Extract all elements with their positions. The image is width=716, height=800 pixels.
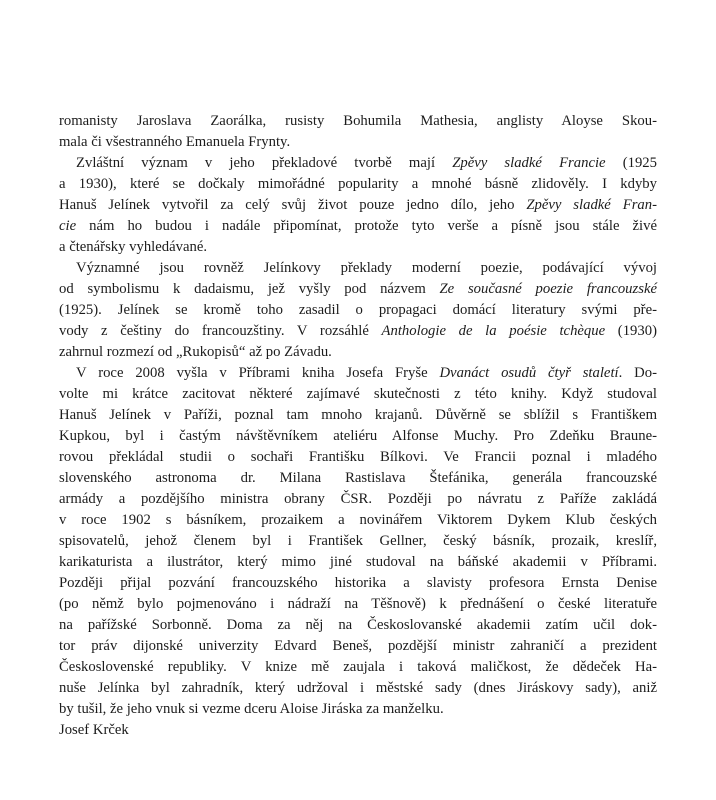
text-line	[59, 426, 657, 447]
text-run: Hanuš Jelínek vytvořil za celý svůj život pouze jedno dílo, jeho	[59, 197, 527, 213]
text-run: spisovatelů, jehož členem byl i František Gellner, český básník, prozaik, kreslíř,	[59, 533, 657, 549]
text-line	[59, 678, 657, 699]
text-line	[59, 279, 657, 300]
text-run: rovou překládal studii o sochaři Františku Bílkovi. Ve Francii poznal i mladého	[59, 449, 657, 465]
italic-text-run: Anthologie de la poésie tchèque	[381, 323, 606, 339]
italic-text-run: Ze současné poezie francouzské	[439, 281, 657, 297]
text-line	[59, 363, 657, 384]
page-text	[59, 111, 657, 741]
text-line	[59, 531, 657, 552]
text-run: vody z češtiny do francouzštiny. V rozsáhlé	[59, 323, 382, 339]
text-line	[59, 216, 657, 237]
text-line	[59, 237, 657, 258]
italic-text-run: cie	[59, 218, 77, 234]
text-line	[59, 594, 657, 615]
text-run: volte mi krátce zacitovat některé zajímavé skutečnosti z této knihy. Když studoval	[59, 386, 657, 402]
text-run: Československé republiky. V knize mě zaujala i taková maličkost, že dědeček Ha-	[59, 659, 657, 675]
text-line	[59, 384, 657, 405]
text-line	[59, 552, 657, 573]
text-run: Kupkou, byl i častým návštěvníkem ateliéru Alfonse Muchy. Pro Zdeňku Braune-	[59, 428, 657, 444]
text-line	[59, 405, 657, 426]
italic-text-run: Zpěvy sladké Fran-	[526, 197, 657, 213]
text-run: Později přijal pozvání francouzského historika a slavisty profesora Ernsta Denise	[59, 575, 657, 591]
text-line	[59, 489, 657, 510]
text-run: Zvláštní význam v jeho překladové tvorbě mají	[76, 155, 453, 171]
text-line	[59, 153, 657, 174]
text-line	[59, 510, 657, 531]
text-run: mala či všestranného Emanuela Frynty.	[59, 134, 291, 150]
text-line	[59, 468, 657, 489]
text-run: (1930)	[605, 323, 657, 339]
text-run: Významné jsou rovněž Jelínkovy překlady moderní poezie, podávající vývoj	[76, 260, 657, 276]
italic-text-run: Zpěvy sladké Francie	[452, 155, 606, 171]
text-line	[59, 132, 657, 153]
author-signature: Josef Krček	[59, 722, 129, 738]
body-paragraphs	[59, 111, 657, 720]
text-run: armády a pozdějšího ministra obrany ČSR. Později po návratu z Paříže zakládá	[59, 491, 657, 507]
text-line	[59, 111, 657, 132]
text-run: na pařížské Sorbonně. Doma za něj na Českoslovanské akademii zatím učil dok-	[59, 617, 657, 633]
text-line	[59, 636, 657, 657]
text-line	[59, 342, 657, 363]
italic-text-run: Dvanáct osudů čtyř staletí	[439, 365, 619, 381]
text-line	[59, 573, 657, 594]
text-run: by tušil, že jeho vnuk si vezme dceru Aloise Jiráska za manželku.	[59, 701, 444, 717]
text-run: tor práv dijonské univerzity Edvard Beneš, pozdější ministr zahraničí a prezident	[59, 638, 657, 654]
text-run: od symbolismu k dadaismu, jež vyšly pod názvem	[59, 281, 440, 297]
text-run: karikaturista a ilustrátor, který mimo jiné studoval na báňské akademii v Příbrami.	[59, 554, 657, 570]
text-line	[59, 258, 657, 279]
text-run: a čtenářsky vyhledávané.	[59, 239, 208, 255]
text-run: nám ho budou i nadále připomínat, protože tyto verše a písně jsou stále živé	[76, 218, 657, 234]
text-line	[59, 657, 657, 678]
text-line	[59, 447, 657, 468]
text-run: (1925). Jelínek se kromě toho zasadil o propagaci domácí literatury svými pře-	[59, 302, 657, 318]
text-run: v roce 1902 s básníkem, prozaikem a novinářem Viktorem Dykem Klub českých	[59, 512, 657, 528]
text-run: slovenského astronoma dr. Milana Rastislava Štefánika, generála francouzské	[59, 470, 657, 486]
text-run: romanisty Jaroslava Zaorálka, rusisty Bohumila Mathesia, anglisty Aloyse Skou-	[59, 113, 657, 129]
text-run: (po němž bylo pojmenováno i nádraží na Těšnově) k přednášení o české literatuře	[59, 596, 657, 612]
text-run: zahrnul rozmezí od „Rukopisů“ až po Závadu.	[59, 344, 332, 360]
text-line	[59, 195, 657, 216]
text-run: (1925	[605, 155, 657, 171]
text-run: . Do-	[618, 365, 657, 381]
text-run: Hanuš Jelínek v Paříži, poznal tam mnoho krajanů. Důvěrně se sblížil s Františkem	[59, 407, 657, 423]
text-run: a 1930), které se dočkaly mimořádné popularity a mnohé básně zlidověly. I kdyby	[59, 176, 657, 192]
text-run: nuše Jelínka byl zahradník, který udržoval i městské sady (dnes Jiráskovy sady), aniž	[59, 680, 657, 696]
text-run: V roce 2008 vyšla v Příbrami kniha Josefa Fryše	[76, 365, 440, 381]
text-line	[59, 300, 657, 321]
text-line	[59, 321, 657, 342]
text-line	[59, 615, 657, 636]
text-line	[59, 174, 657, 195]
text-line	[59, 699, 657, 720]
